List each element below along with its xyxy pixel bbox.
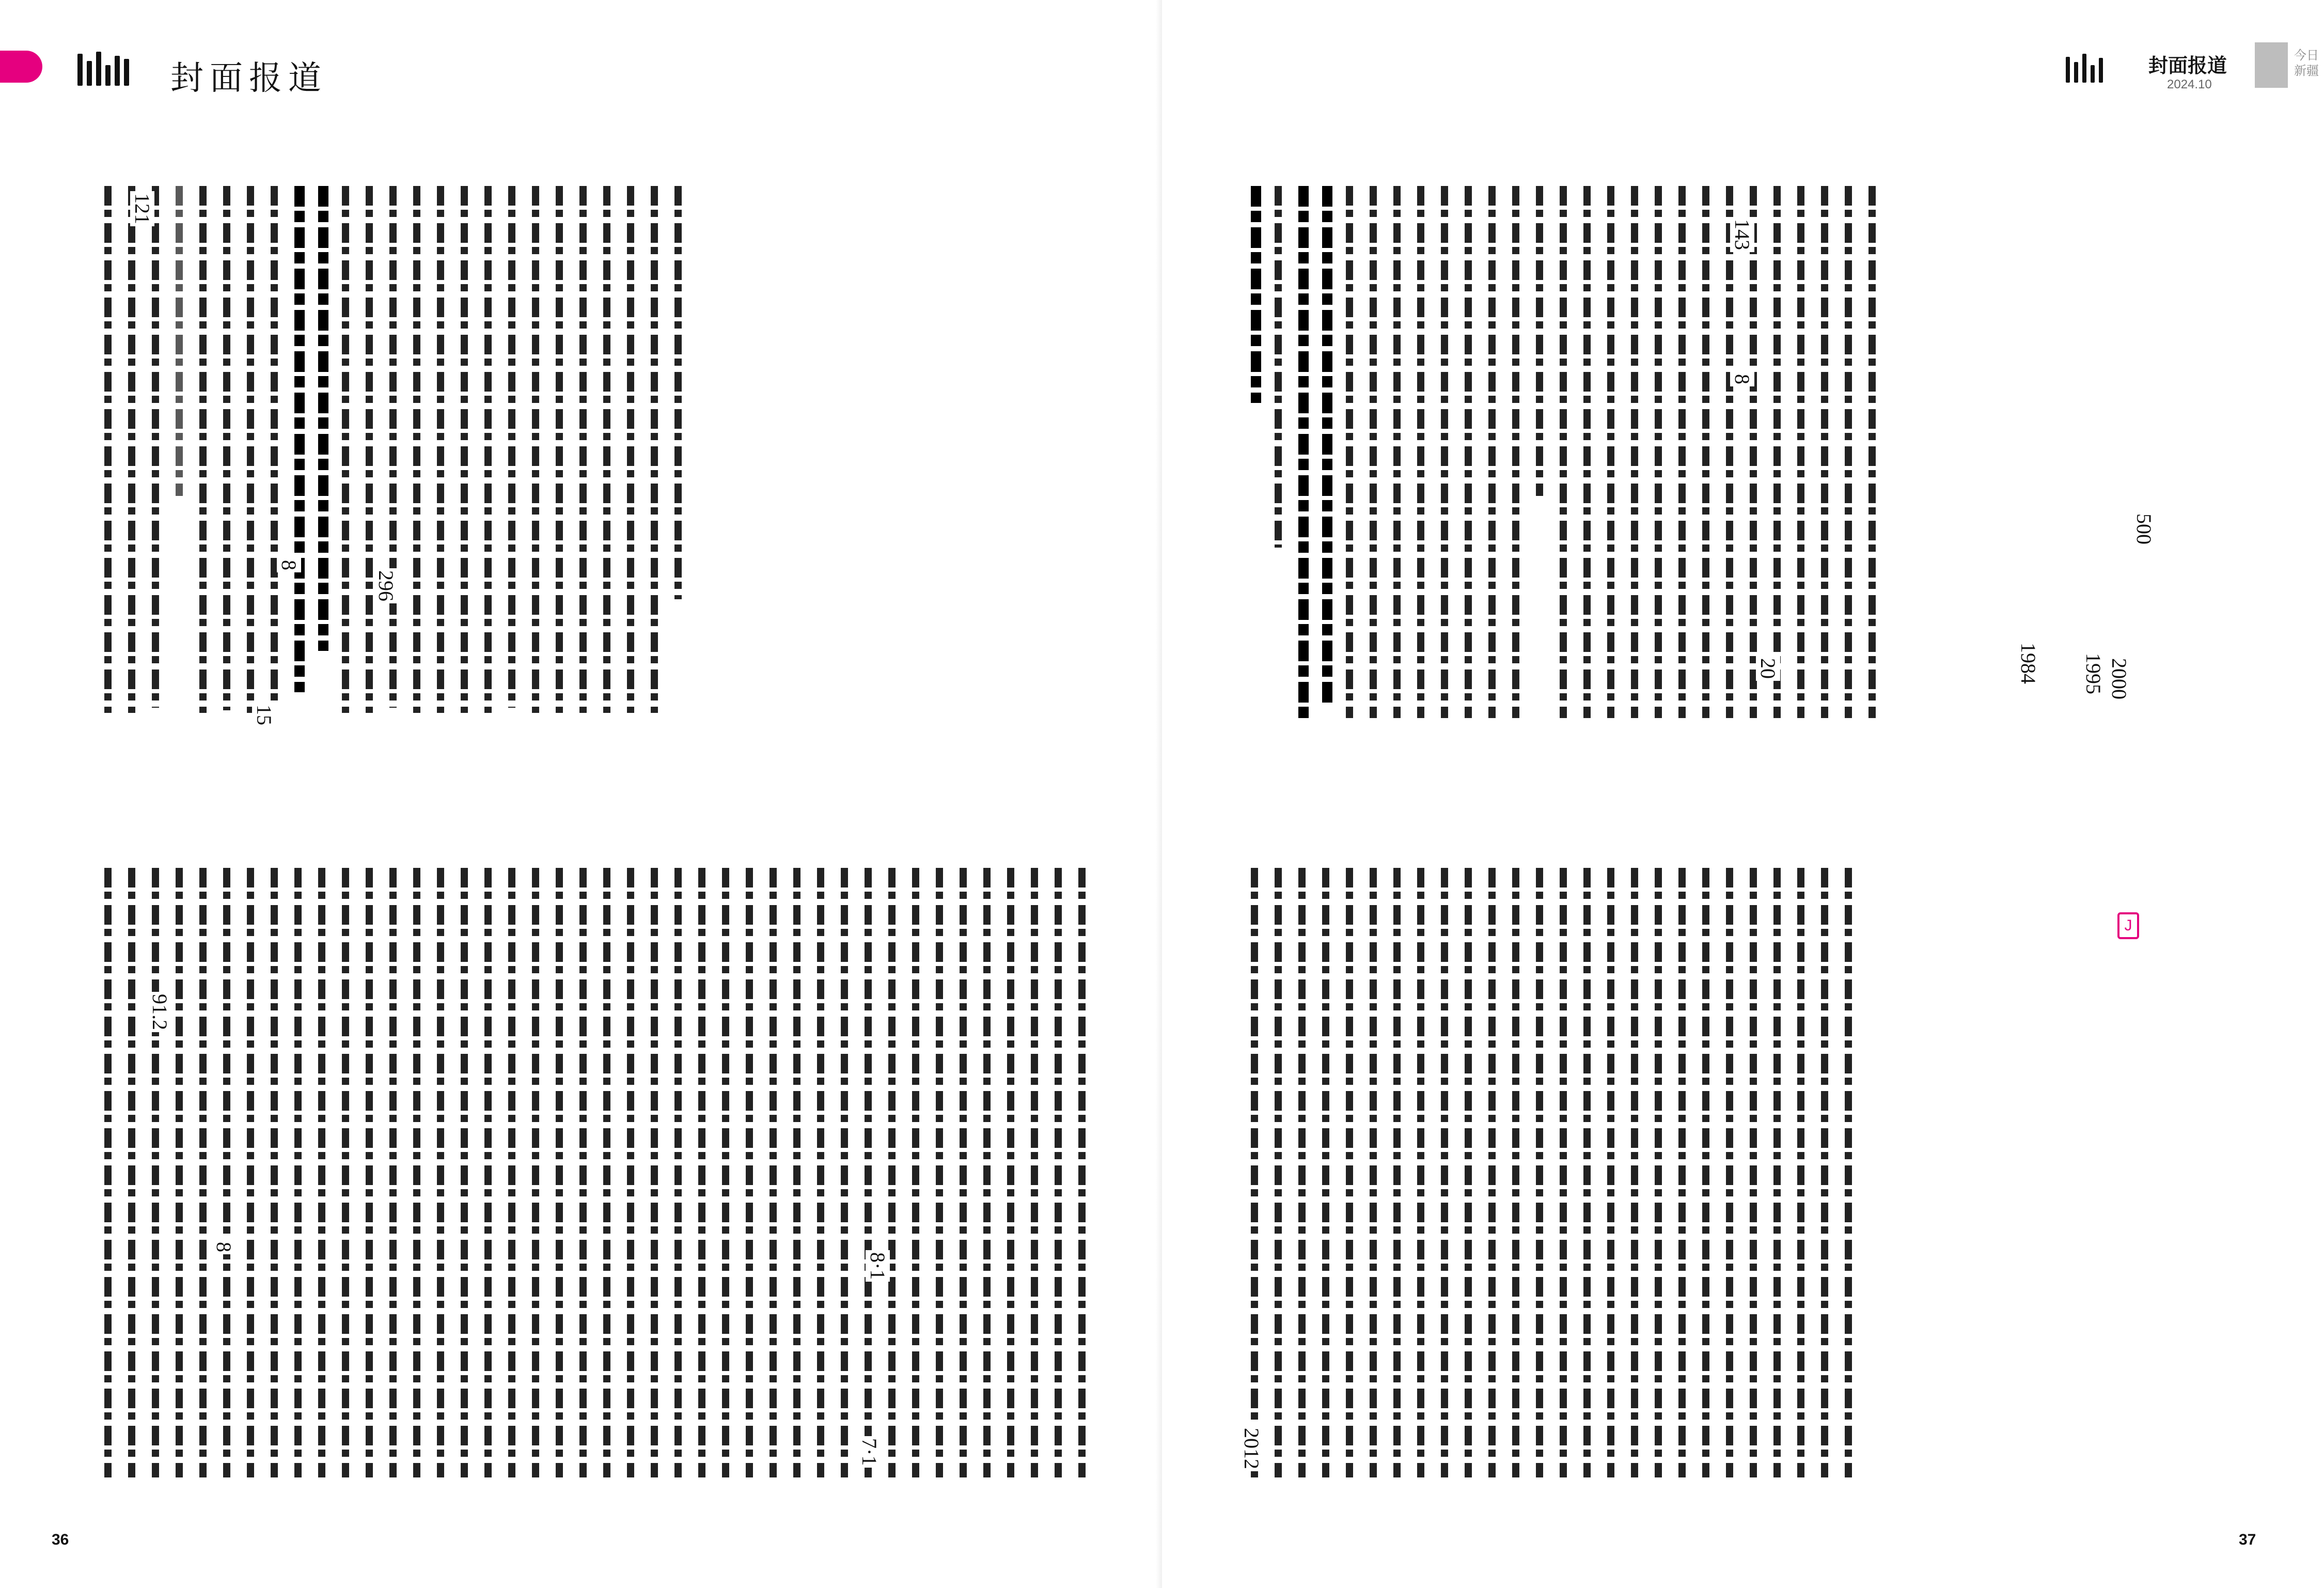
text-column	[650, 186, 658, 713]
text-column	[388, 186, 397, 708]
text-column	[483, 186, 492, 713]
subheading-column	[1250, 186, 1258, 403]
text-column	[1345, 186, 1353, 718]
subheading-column	[1321, 186, 1329, 703]
text-column	[1606, 186, 1614, 718]
subheading-column	[317, 186, 325, 651]
text-column	[1535, 868, 1543, 1477]
logo-mark	[2255, 42, 2288, 88]
text-column	[555, 868, 563, 1477]
inline-number: 8	[212, 1240, 236, 1254]
text-column	[1464, 868, 1472, 1477]
text-column	[1582, 186, 1591, 718]
inline-number: 500	[2132, 511, 2156, 547]
right-text-columns-upper	[1250, 186, 1876, 718]
text-column	[1749, 186, 1757, 718]
text-column	[365, 868, 373, 1477]
text-column	[1559, 868, 1567, 1477]
text-column	[1844, 186, 1852, 718]
text-column	[507, 186, 515, 708]
text-column	[602, 186, 610, 713]
section-tab	[0, 51, 42, 83]
text-column	[1606, 868, 1614, 1477]
text-column	[1077, 868, 1086, 1477]
inline-number: 2000	[2107, 656, 2131, 702]
text-column	[1559, 186, 1567, 718]
text-column	[1844, 868, 1852, 1477]
left-text-columns-lower	[103, 868, 1086, 1477]
text-column	[626, 186, 634, 713]
text-column	[151, 186, 159, 708]
text-column	[1006, 868, 1014, 1477]
text-column	[1796, 186, 1804, 718]
text-column	[127, 186, 135, 713]
text-column	[1440, 868, 1448, 1477]
text-column	[982, 868, 991, 1477]
right-page	[1162, 0, 2324, 1588]
text-column	[1369, 186, 1377, 718]
text-column	[673, 868, 682, 1477]
text-column	[1701, 186, 1709, 718]
text-column	[222, 186, 230, 710]
text-column	[127, 868, 135, 1477]
text-column	[626, 868, 634, 1477]
text-column	[1701, 868, 1709, 1477]
text-column	[1464, 186, 1472, 718]
text-column	[1677, 186, 1686, 718]
text-column	[935, 868, 943, 1477]
text-column	[1416, 868, 1424, 1477]
text-column	[1321, 868, 1329, 1477]
inline-number: 7·1	[857, 1436, 882, 1468]
inline-number: 91.2	[148, 992, 172, 1032]
right-text-columns-lower	[1250, 868, 1852, 1477]
text-column	[1487, 868, 1496, 1477]
inline-number: 8·1	[866, 1250, 890, 1282]
inline-number: 8	[1730, 372, 1754, 386]
text-column	[1250, 868, 1258, 1477]
text-column	[317, 868, 325, 1477]
mongolian-masthead-right	[2066, 52, 2103, 83]
text-column	[1796, 868, 1804, 1477]
text-column	[1369, 868, 1377, 1477]
text-column	[1345, 868, 1353, 1477]
text-column	[1511, 186, 1519, 718]
text-column	[198, 868, 207, 1477]
text-column	[531, 868, 539, 1477]
text-column	[483, 868, 492, 1477]
text-column	[650, 868, 658, 1477]
text-column	[745, 868, 753, 1477]
inline-number: 143	[1730, 217, 1754, 252]
inline-number: 121	[130, 191, 154, 226]
text-column	[341, 868, 349, 1477]
text-column	[1820, 868, 1828, 1477]
text-column	[1274, 186, 1282, 548]
inline-number: 296	[374, 568, 398, 603]
text-column	[1297, 868, 1306, 1477]
text-column	[388, 868, 397, 1477]
text-column	[1630, 186, 1638, 718]
text-column	[816, 868, 824, 1477]
text-column	[1054, 868, 1062, 1477]
page-number-left: 36	[52, 1531, 69, 1548]
text-column	[1725, 868, 1733, 1477]
text-column	[460, 868, 468, 1477]
text-column	[959, 868, 967, 1477]
inline-number: 8	[277, 558, 301, 572]
inline-number: 15	[252, 703, 276, 727]
text-column	[341, 186, 349, 713]
text-column	[103, 868, 112, 1477]
text-column	[578, 868, 587, 1477]
text-column	[1654, 186, 1662, 718]
section-title-right: 封面报道	[2148, 54, 2227, 77]
text-column	[1677, 868, 1686, 1477]
text-column	[578, 186, 587, 713]
text-column	[531, 186, 539, 713]
logo-text: 今日 新疆	[2294, 48, 2319, 78]
text-column	[1392, 868, 1401, 1477]
text-column	[1772, 186, 1781, 718]
text-column	[175, 868, 183, 1477]
text-column	[151, 868, 159, 1477]
subheading-column	[293, 186, 302, 692]
text-column	[1772, 868, 1781, 1477]
text-column	[1440, 186, 1448, 718]
text-column	[1487, 186, 1496, 718]
text-column	[246, 868, 254, 1477]
text-column	[1630, 868, 1638, 1477]
text-column	[840, 868, 848, 1477]
text-column	[246, 186, 254, 713]
text-column	[673, 186, 682, 599]
section-title: 封面报道	[170, 59, 327, 98]
text-column	[792, 868, 800, 1477]
text-column	[507, 868, 515, 1477]
text-column	[436, 186, 444, 713]
text-column	[1416, 186, 1424, 718]
inline-number: 1995	[2081, 651, 2106, 696]
text-column	[1535, 186, 1543, 496]
text-column	[1582, 868, 1591, 1477]
text-column	[270, 186, 278, 703]
text-column	[436, 868, 444, 1477]
text-column	[1654, 868, 1662, 1477]
text-column	[412, 186, 420, 713]
inline-number: 2012	[1239, 1426, 1264, 1471]
subheading-column	[1297, 186, 1306, 718]
text-column	[721, 868, 729, 1477]
magazine-logo	[2255, 42, 2324, 88]
text-column	[365, 186, 373, 713]
text-column	[602, 868, 610, 1477]
paragraph-marker: J	[2117, 912, 2139, 939]
inline-number: 1984	[2016, 641, 2040, 686]
mongolian-masthead-left	[77, 50, 129, 86]
text-column	[222, 868, 230, 1477]
left-text-columns-right-half	[103, 186, 682, 713]
text-column	[1867, 186, 1876, 718]
text-column	[1511, 868, 1519, 1477]
text-column	[1820, 186, 1828, 718]
text-column	[768, 868, 777, 1477]
text-column	[412, 868, 420, 1477]
text-column	[1030, 868, 1038, 1477]
text-column	[697, 868, 705, 1477]
text-column	[1392, 186, 1401, 718]
text-column	[270, 868, 278, 1477]
issue-date: 2024.10	[2167, 77, 2212, 91]
text-column	[1274, 868, 1282, 1477]
page-number-right: 37	[2239, 1531, 2256, 1548]
text-column	[460, 186, 468, 713]
text-column	[887, 868, 896, 1477]
text-column	[103, 186, 112, 713]
inline-number: 20	[1756, 656, 1780, 681]
text-column	[198, 186, 207, 713]
text-column	[1725, 186, 1733, 718]
text-column	[293, 868, 302, 1477]
text-column	[555, 186, 563, 713]
text-column	[911, 868, 919, 1477]
text-column	[863, 868, 872, 1477]
text-column	[175, 186, 183, 496]
text-column	[1749, 868, 1757, 1477]
